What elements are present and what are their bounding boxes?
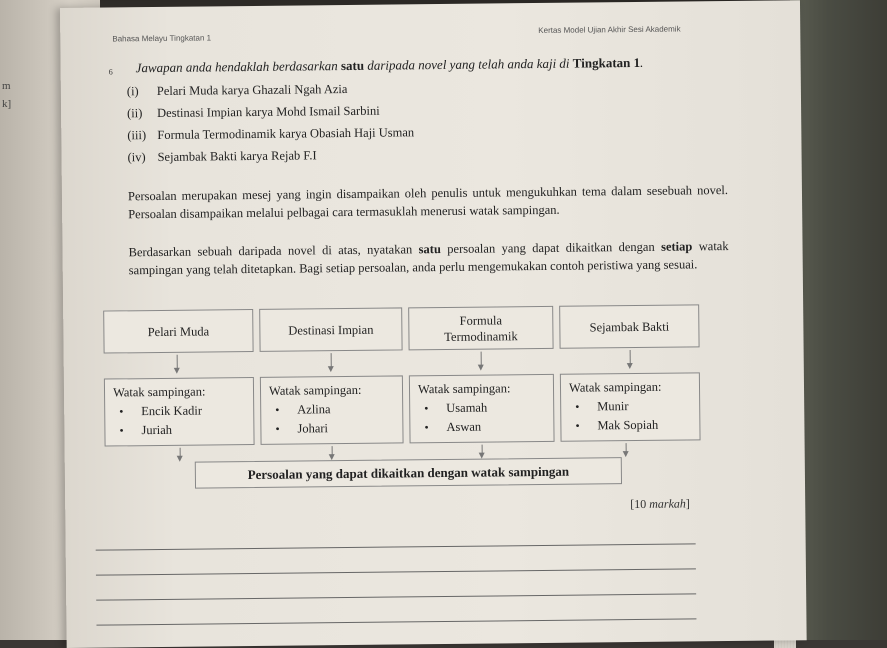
character-name: • Encik Kadir [113, 401, 245, 421]
character-caption: Watak sampingan: [268, 382, 362, 398]
novel-box-sejambak-bakti: Sejambak Bakti [559, 304, 699, 348]
exam-page [60, 0, 807, 648]
novel-option: (iii) Formula Termodinamik karya Obasiah Haji Usman [127, 125, 415, 143]
arrow-down [177, 355, 178, 369]
novel-box-pelari-muda: Pelari Muda [103, 309, 253, 354]
running-header-left: Bahasa Melayu Tingkatan 1 [112, 33, 212, 44]
character-name: • Azlina [269, 400, 394, 420]
running-header-right: Kertas Model Ujian Akhir Sesi Akademik [538, 24, 681, 35]
arrow-down [180, 448, 181, 457]
answer-line[interactable] [96, 593, 696, 600]
novel-option: (i) Pelari Muda karya Ghazali Ngah Azia [126, 81, 348, 99]
answer-line[interactable] [96, 568, 696, 575]
margin-fragment: k] [2, 98, 12, 110]
margin-fragment: m [2, 80, 11, 92]
novel-box-formula-termodinamik: Formula Termodinamik [408, 306, 553, 351]
character-name: • Johari [269, 419, 394, 439]
arrow-down [482, 445, 483, 454]
novel-option: (iv) Sejambak Bakti karya Rejab F.I [127, 148, 317, 165]
arrow-down [481, 352, 482, 366]
answer-line[interactable] [96, 543, 696, 550]
character-name: • Mak Sopiah [569, 415, 691, 435]
question-number: 6 [108, 67, 113, 77]
arrow-down [630, 350, 631, 364]
character-name: • Juriah [113, 420, 245, 440]
character-caption: Watak sampingan: [112, 384, 206, 400]
character-box-destinasi-impian [260, 375, 404, 444]
paragraph-task: Berdasarkan sebuah daripada novel di atas, nyatakan satu persoalan yang dapat dikaitkan dengan setiap watak sampingan yang telah ditetapkan. Bagi setiap persoalan, anda perlu mengemukakan contoh peristiwa yang sesuai. [128, 239, 729, 278]
character-caption: Watak sampingan: [417, 381, 511, 397]
character-box-formula-termodinamik [409, 374, 555, 444]
result-box: Persoalan yang dapat dikaitkan dengan watak sampingan [195, 457, 622, 488]
character-box-sejambak-bakti [560, 372, 701, 441]
character-box-pelari-muda [104, 377, 255, 447]
novel-box-destinasi-impian: Destinasi Impian [259, 307, 402, 351]
answer-line[interactable] [96, 618, 696, 625]
novel-option: (ii) Destinasi Impian karya Mohd Ismail Sarbini [127, 103, 380, 121]
character-name: • Usamah [418, 398, 545, 418]
arrow-down [332, 446, 333, 455]
character-caption: Watak sampingan: [568, 379, 662, 395]
character-name: • Munir [569, 396, 691, 416]
marks-allocation: [10 markah] [630, 496, 690, 512]
character-name: • Aswan [418, 417, 545, 437]
question-instruction: Jawapan anda hendaklah berdasarkan satu daripada novel yang telah anda kaji di Tingkatan 1. [135, 54, 644, 76]
paragraph-context: Persoalan merupakan mesej yang ingin disampaikan oleh penulis untuk mengukuhkan tema dalam sesebuah novel. Persoalan disampaikan melalui pelbagai cara termasuklah menerusi watak sampingan. [127, 183, 729, 222]
arrow-down [626, 443, 627, 452]
arrow-down [331, 353, 332, 367]
